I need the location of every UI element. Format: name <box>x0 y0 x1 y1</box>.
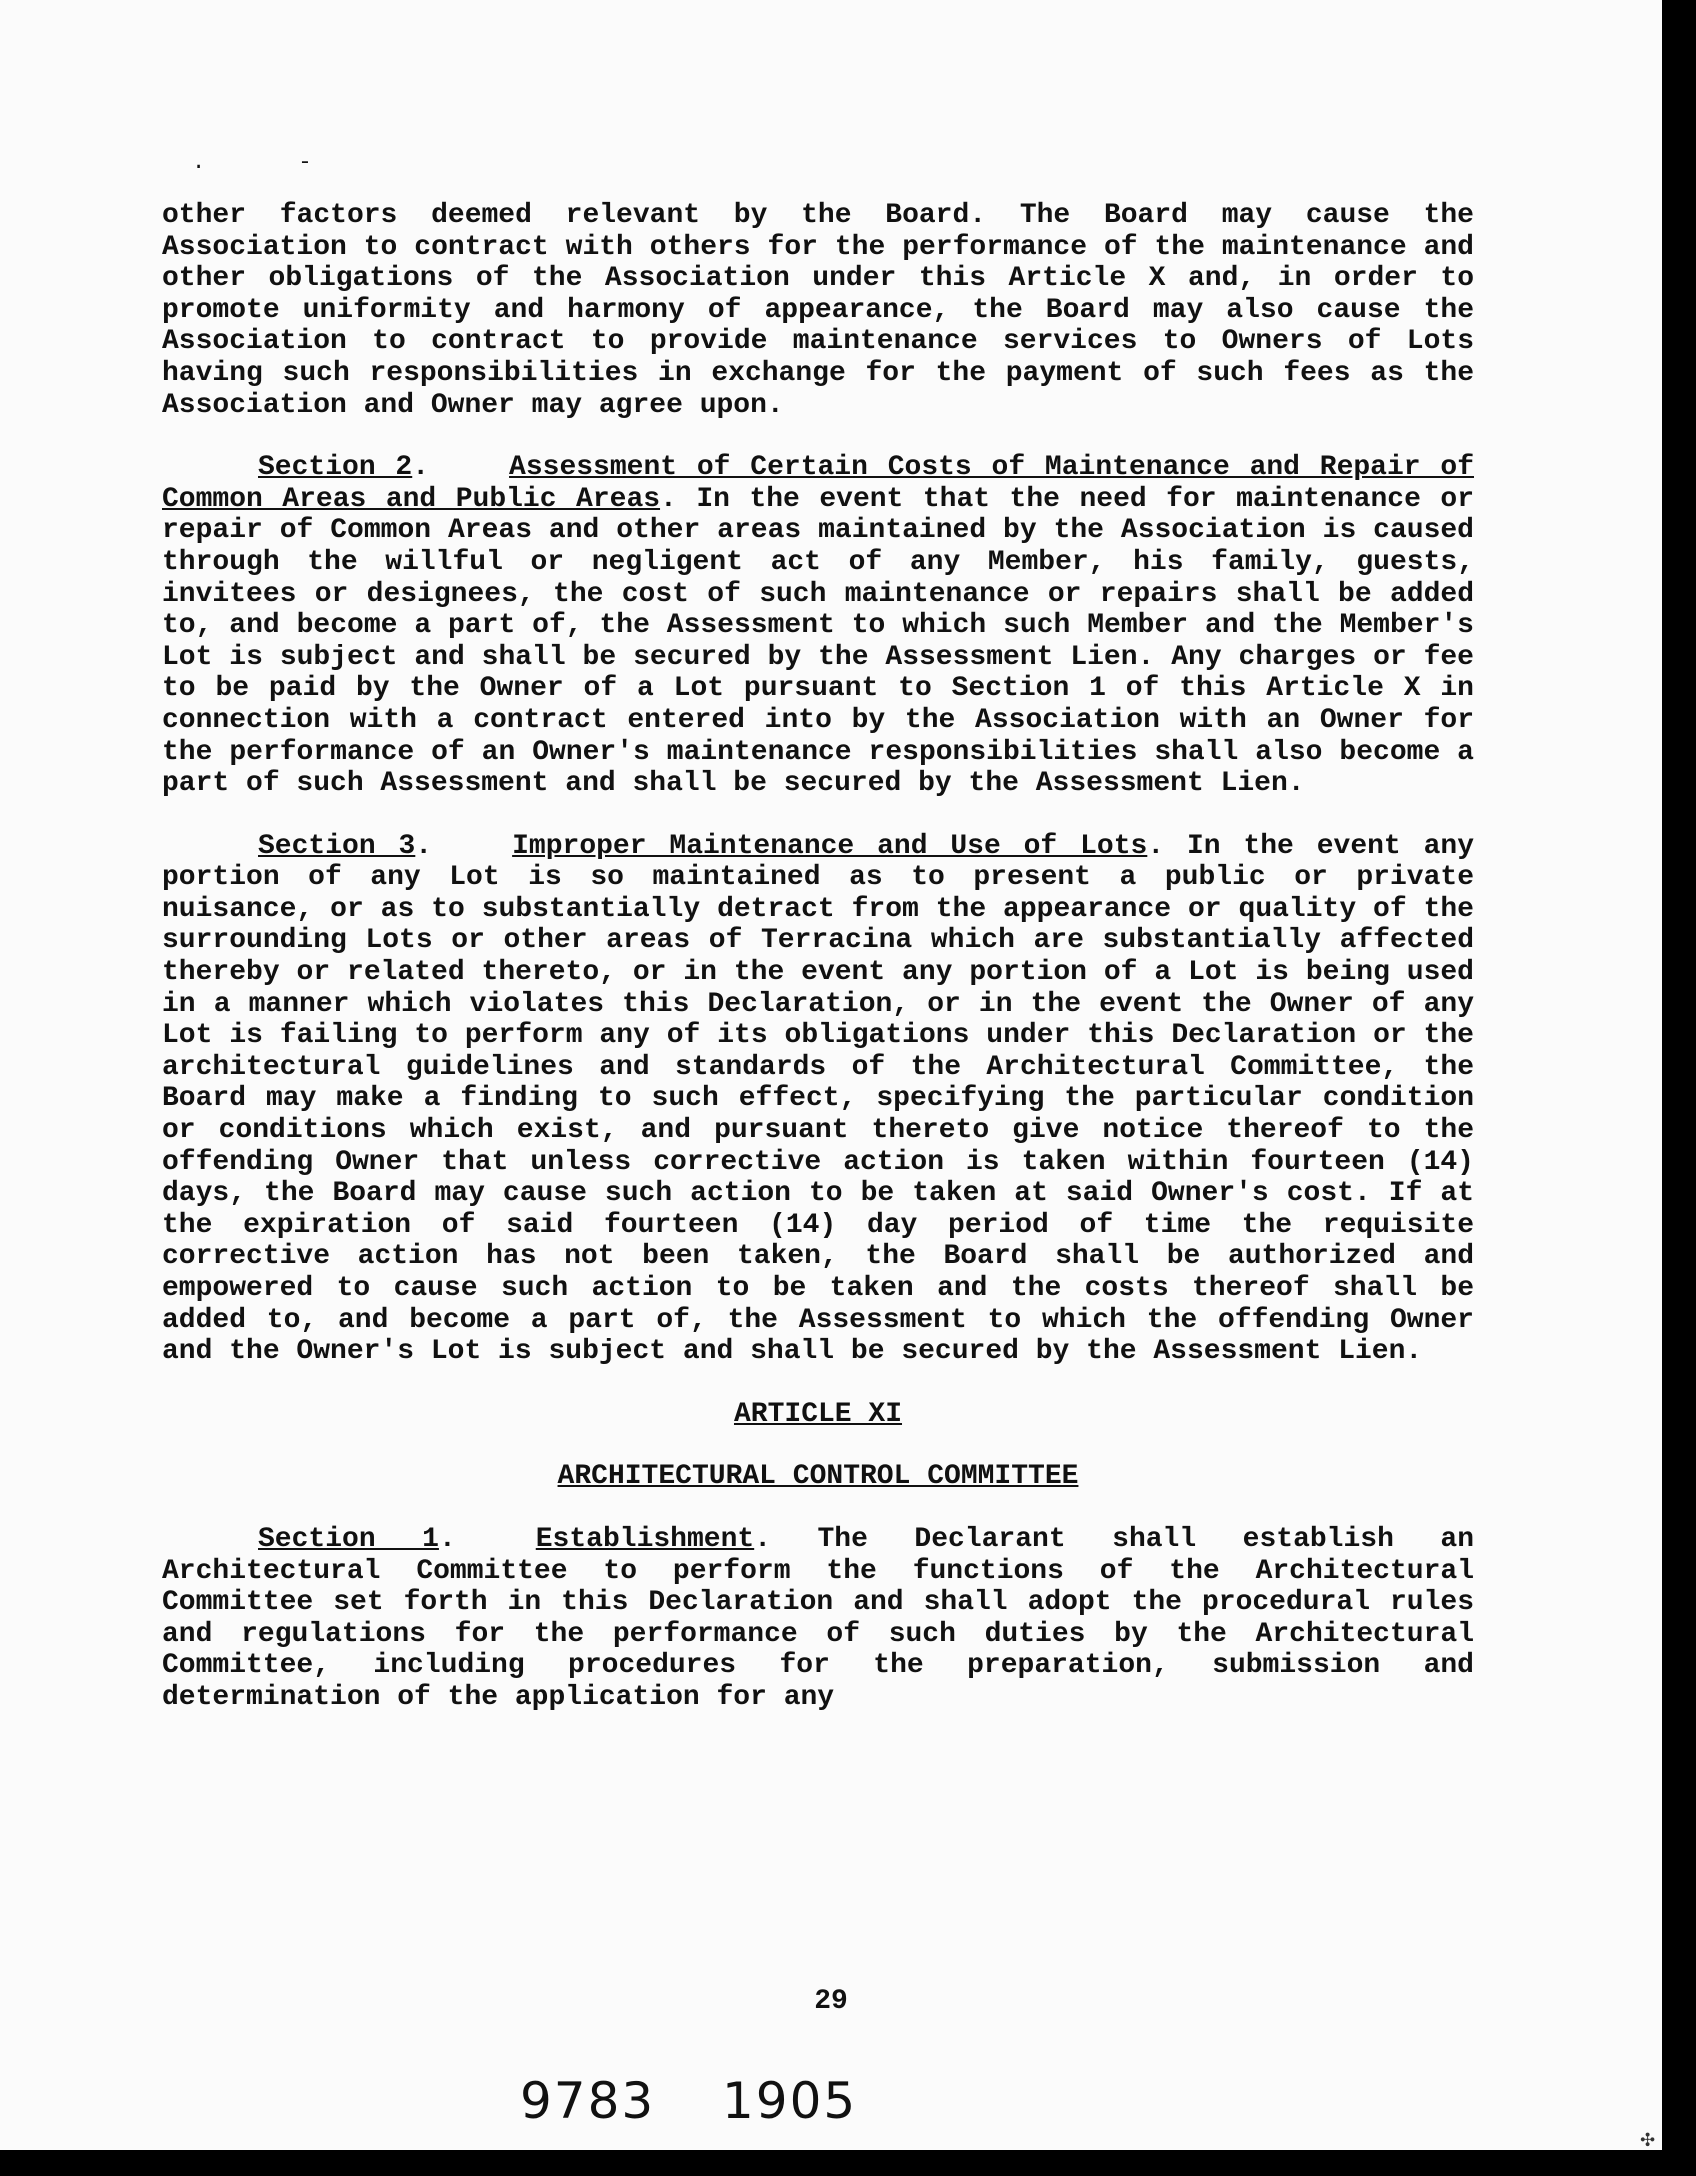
article-heading: ARTICLE XI <box>733 1398 903 1430</box>
article-subheading: ARCHITECTURAL CONTROL COMMITTEE <box>557 1461 1079 1493</box>
section-3-body: In the event any portion of any Lot is so maintained as to present a public or private nuisance, or as to substantially detract from the appearance or quality of the surrounding Lots or other areas of Terracina which are substantially affected thereby or related thereto, or in the event any portion of a Lot is being used in a manner which violates this Declaration, or in the event the Owner of any Lot is failing to perform any of its obligations under this Declaration or the architectural guidelines and standards of the Architectural Committee, the Board may make a finding to such effect, specifying the particular condition or conditions which exist, and pursuant thereto give notice thereof to the offending Owner that unless corrective action is taken within fourteen (14) days, the Board may cause such action to be taken at said Owner's cost. If at the expiration of said fourteen (14) day period of time the requisite corrective action has not been taken, the Board shall be authorized and empowered to cause such action to be taken and the costs thereof shall be added to, and become a part of, the Assessment to which the offending Owner and the Owner's Lot is subject and shall be secured by the Assessment Lien. <box>162 830 1475 1368</box>
page-number: 29 <box>814 1986 848 2017</box>
section-2-paragraph: Section 2. Assessment of Certain Costs of Maintenance and Repair of Common Areas and Public Areas. In the event that the need for maintenance or repair of Common Areas and other areas maintained by the Association is caused through the willful or negligent act of any Member, his family, guests, invitees or designees, the cost of such maintenance or repairs shall be added to, and become a part of, the Assessment to which such Member and the Member's Lot is subject and shall be secured by the Assessment Lien. Any charges or fee to be paid by the Owner of a Lot pursuant to Section 1 of this Article X in connection with a contract entered into by the Association with an Owner for the performance of an Owner's maintenance responsibilities shall also become a part of such Assessment and shall be secured by the Assessment Lien. <box>162 452 1474 800</box>
top-marks: . - <box>192 150 352 175</box>
article-11-section-1-label: Section 1 <box>258 1523 439 1555</box>
section-3-label: Section 3 <box>258 830 416 862</box>
paragraph-continuation: other factors deemed relevant by the Board. The Board may cause the Association to contract with others for the performance of the maintenance and other obligations of the Association under this Article X and, in order to promote uniformity and harmony of appearance, the Board may also cause the Association to contract to provide maintenance services to Owners of Lots having such responsibilities in exchange for the payment of such fees as the Association and Owner may agree upon. <box>162 200 1474 421</box>
article-11-section-1-paragraph: Section 1. Establishment. The Declarant shall establish an Architectural Committee to perform the functions of the Architectural Committee set forth in this Declaration and shall adopt the procedural rules and regulations for the performance of such duties by the Architectural Committee, including procedures for the preparation, submission and determination of the application for any <box>162 1523 1474 1713</box>
article-11-section-1-body: The Declarant shall establish an Architectural Committee to perform the functions of the Architectural Committee set forth in this Declaration and shall adopt the procedural rules and regulations for the performance of such duties by the Architectural Committee, including procedures for the preparation, submission and determination of the application for any <box>162 1523 1474 1713</box>
article-11-section-1-title: Establishment <box>535 1523 755 1555</box>
document-body <box>162 200 1474 1745</box>
corner-scan-mark-icon: ✣ <box>1640 2130 1656 2151</box>
section-2-body: In the event that the need for maintenance or repair of Common Areas and other areas maintained by the Association is caused through the willful or negligent act of any Member, his family, guests, invitees or designees, the cost of such maintenance or repairs shall be added to, and become a part of, the Assessment to which such Member and the Member's Lot is subject and shall be secured by the Assessment Lien. Any charges or fee to be paid by the Owner of a Lot pursuant to Section 1 of this Article X in connection with a contract entered into by the Association with an Owner for the performance of an Owner's maintenance responsibilities shall also become a part of such Assessment and shall be secured by the Assessment Lien. <box>162 483 1474 800</box>
section-2-title: Assessment of Certain Costs of Maintenance and Repair of Common Areas and Public Areas <box>162 452 1474 515</box>
section-2-label: Section 2 <box>258 452 413 484</box>
section-3-paragraph: Section 3. Improper Maintenance and Use of Lots. In the event any portion of any Lot is so maintained as to present a public or private nuisance, or as to substantially detract from the appearance or quality of the surrounding Lots or other areas of Terracina which are substantially affected thereby or related thereto, or in the event any portion of a Lot is being used in a manner which violates this Declaration, or in the event the Owner of any Lot is failing to perform any of its obligations under this Declaration or the architectural guidelines and standards of the Architectural Committee, the Board may make a finding to such effect, specifying the particular condition or conditions which exist, and pursuant thereto give notice thereof to the offending Owner that unless corrective action is taken within fourteen (14) days, the Board may cause such action to be taken at said Owner's cost. If at the expiration of said fourteen (14) day period of time the requisite corrective action has not been taken, the Board shall be authorized and empowered to cause such action to be taken and the costs thereof shall be added to, and become a part of, the Assessment to which the offending Owner and the Owner's Lot is subject and shall be secured by the Assessment Lien. <box>162 830 1475 1368</box>
document-stamp-right: 1905 <box>722 2072 858 2130</box>
document-stamp-left: 9783 <box>520 2072 656 2130</box>
section-3-title: Improper Maintenance and Use of Lots <box>512 830 1148 862</box>
